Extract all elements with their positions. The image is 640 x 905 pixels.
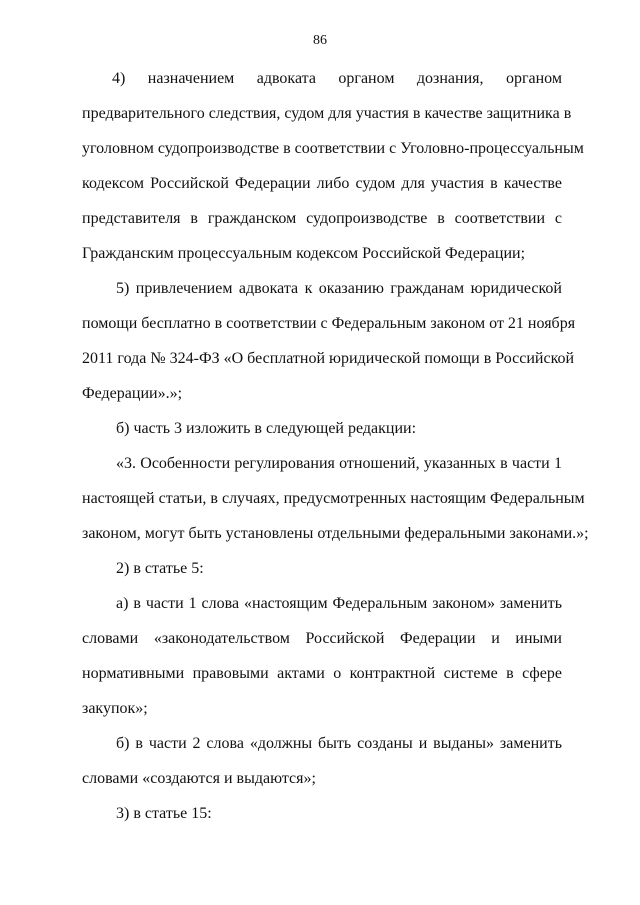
text-line: законом, могут быть установлены отдельными федеральными законами.»;	[82, 525, 589, 542]
text-line: настоящей статьи, в случаях, предусмотренных настоящим Федеральным	[82, 490, 585, 507]
text-line: 4) назначением адвоката органом дознания, органом	[112, 70, 562, 87]
text-line: 2) в статье 5:	[116, 560, 204, 577]
text-line: 3) в статье 15:	[116, 805, 212, 822]
text-line: 5) привлечением адвоката к оказанию гражданам юридической	[116, 280, 562, 297]
paragraph-article-5-part-2	[82, 732, 562, 802]
document-body	[82, 67, 589, 837]
paragraph-article-5-part-1	[82, 592, 562, 732]
text-line: Федерации».»;	[82, 385, 183, 402]
text-line: уголовном судопроизводстве в соответствии с Уголовно-процессуальным	[82, 140, 584, 157]
text-line: представителя в гражданском судопроизводстве в соответствии с	[82, 210, 562, 227]
text-line: кодексом Российской Федерации либо судом для участия в качестве	[82, 175, 562, 192]
text-line: словами «законодательством Российской Федерации и иными	[82, 630, 562, 647]
paragraph-article-15	[82, 802, 562, 837]
paragraph-amend-part-3	[82, 417, 562, 452]
paragraph-item-5	[82, 277, 576, 417]
text-line: б) часть 3 изложить в следующей редакции:	[116, 420, 417, 437]
text-line: помощи бесплатно в соответствии с Федеральным законом от 21 ноября	[82, 315, 576, 332]
text-line: «3. Особенности регулирования отношений, указанных в части 1	[116, 455, 562, 472]
text-line: нормативными правовыми актами о контрактной системе в сфере	[82, 665, 562, 682]
paragraph-article-5	[82, 557, 562, 592]
text-line: словами «создаются и выдаются»;	[82, 770, 316, 787]
page-number: 86	[313, 33, 327, 48]
paragraph-item-4	[82, 67, 584, 277]
text-line: б) в части 2 слова «должны быть созданы и выданы» заменить	[116, 735, 562, 752]
text-line: а) в части 1 слова «настоящим Федеральным законом» заменить	[116, 595, 562, 612]
text-line: Гражданским процессуальным кодексом Российской Федерации;	[82, 245, 526, 262]
text-line: закупок»;	[82, 700, 148, 717]
text-line: предварительного следствия, судом для участия в качестве защитника в	[82, 105, 572, 122]
paragraph-quoted-part-3	[82, 452, 589, 557]
text-line: 2011 года № 324-ФЗ «О бесплатной юридической помощи в Российской	[82, 350, 575, 367]
